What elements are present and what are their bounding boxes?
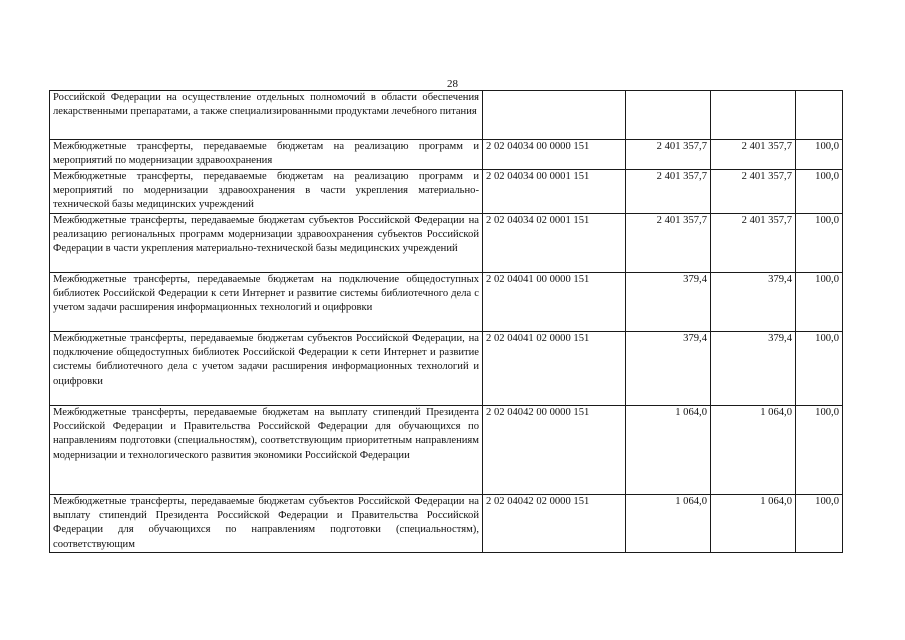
row-fact-value	[711, 91, 796, 140]
row-percent	[796, 91, 843, 140]
table-row	[50, 140, 843, 170]
row-percent: 100,0	[796, 170, 843, 214]
table-row	[50, 91, 843, 140]
row-fact-value: 2 401 357,7	[711, 170, 796, 214]
row-percent: 100,0	[796, 406, 843, 495]
table-row	[50, 170, 843, 214]
row-description: Российской Федерации на осуществление отдельных полномочий в области обеспечения лекарственными препаратами, а также специализированными продуктами лечебного питания	[50, 91, 483, 140]
row-code	[483, 91, 626, 140]
row-percent: 100,0	[796, 140, 843, 170]
row-plan-value: 379,4	[626, 332, 711, 406]
table-row	[50, 495, 843, 553]
row-plan-value: 2 401 357,7	[626, 214, 711, 273]
table-row	[50, 406, 843, 495]
row-fact-value: 2 401 357,7	[711, 140, 796, 170]
row-fact-value: 379,4	[711, 273, 796, 332]
row-code: 2 02 04042 02 0000 151	[483, 495, 626, 553]
row-description: Межбюджетные трансферты, передаваемые бюджетам на реализацию программ и мероприятий по модернизации здравоохранения	[50, 140, 483, 170]
page-number: 28	[447, 78, 458, 90]
table-row	[50, 214, 843, 273]
row-description: Межбюджетные трансферты, передаваемые бюджетам субъектов Российской Федерации, на подключение общедоступных библиотек Российской Федерации к сети Интернет и развитие системы библиотечного дела с учетом задачи расширения информационных технологий и оцифровки	[50, 332, 483, 406]
row-plan-value: 1 064,0	[626, 406, 711, 495]
row-plan-value: 2 401 357,7	[626, 140, 711, 170]
row-plan-value: 379,4	[626, 273, 711, 332]
row-code: 2 02 04034 02 0001 151	[483, 214, 626, 273]
row-percent: 100,0	[796, 214, 843, 273]
table-row	[50, 332, 843, 406]
row-description: Межбюджетные трансферты, передаваемые бюджетам на выплату стипендий Президента Российской Федерации и Правительства Российской Федерации для обучающихся по направлениям подготовки (специальностям), соответствующим приоритетным направлениям модернизации и технологического развития экономики Российской Федерации	[50, 406, 483, 495]
row-code: 2 02 04042 00 0000 151	[483, 406, 626, 495]
row-fact-value: 1 064,0	[711, 406, 796, 495]
row-percent: 100,0	[796, 332, 843, 406]
row-code: 2 02 04034 00 0001 151	[483, 170, 626, 214]
row-plan-value: 2 401 357,7	[626, 170, 711, 214]
row-plan-value: 1 064,0	[626, 495, 711, 553]
row-percent: 100,0	[796, 273, 843, 332]
row-percent: 100,0	[796, 495, 843, 553]
row-plan-value	[626, 91, 711, 140]
row-code: 2 02 04034 00 0000 151	[483, 140, 626, 170]
row-description: Межбюджетные трансферты, передаваемые бюджетам на реализацию программ и мероприятий по модернизации здравоохранения в части укрепления материально-технической базы медицинских учреждений	[50, 170, 483, 214]
row-fact-value: 2 401 357,7	[711, 214, 796, 273]
table-row	[50, 273, 843, 332]
row-description: Межбюджетные трансферты, передаваемые бюджетам субъектов Российской Федерации на реализацию региональных программ модернизации здравоохранения субъектов Российской Федерации в части укрепления материально-технической базы медицинских учреждений	[50, 214, 483, 273]
row-code: 2 02 04041 02 0000 151	[483, 332, 626, 406]
budget-transfers-table	[49, 90, 843, 553]
row-fact-value: 379,4	[711, 332, 796, 406]
row-description: Межбюджетные трансферты, передаваемые бюджетам субъектов Российской Федерации на выплату стипендий Президента Российской Федерации и Правительства Российской Федерации для обучающихся по направлениям подготовки (специальностям), соответствующим	[50, 495, 483, 553]
row-code: 2 02 04041 00 0000 151	[483, 273, 626, 332]
row-description: Межбюджетные трансферты, передаваемые бюджетам на подключение общедоступных библиотек Российской Федерации к сети Интернет и развитие системы библиотечного дела с учетом задачи расширения информационных технологий и оцифровки	[50, 273, 483, 332]
row-fact-value: 1 064,0	[711, 495, 796, 553]
